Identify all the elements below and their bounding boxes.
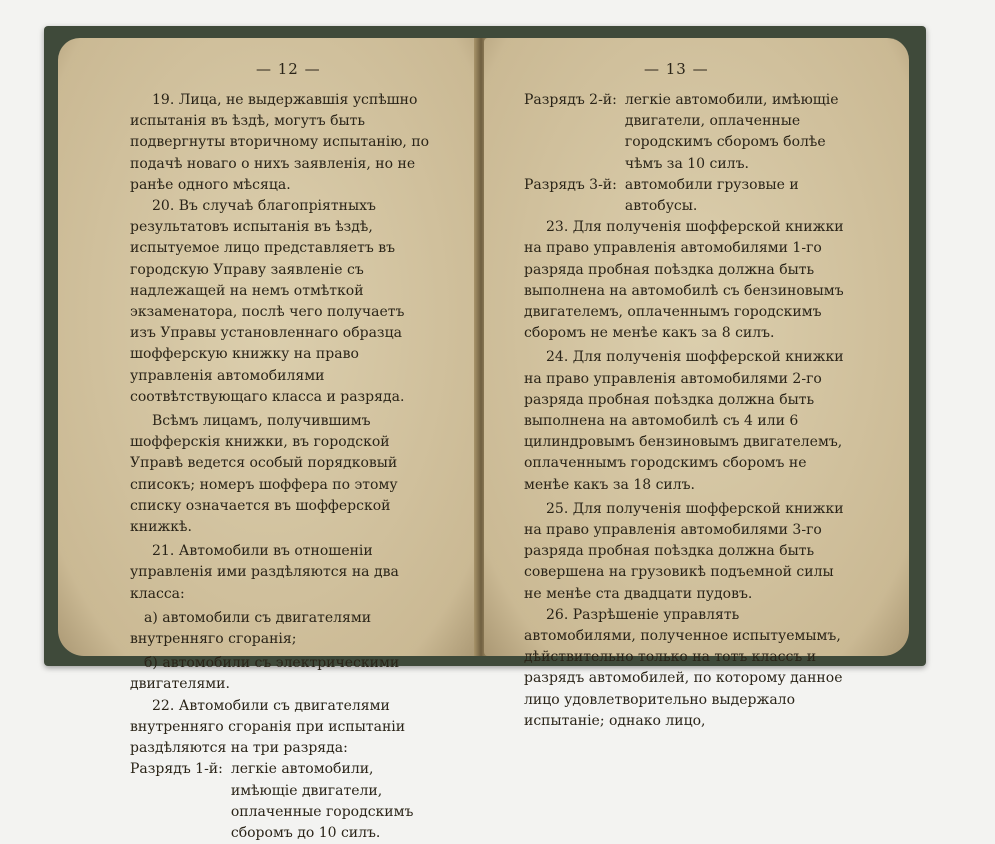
paragraph-24: 24. Для полученія шофферской книжки на право управленія автомобилями 2-го разряда пробная поѣздка должна быть выполнена на автомобилѣ съ 4 или 6 цилиндровымъ бензиновымъ двигателемъ, оплаченнымъ городскимъ сборомъ не менѣе какъ за 18 силъ.	[524, 349, 844, 493]
paragraph-21: 21. Автомобили въ отношеніи управленія ими раздѣляются на два класса:	[130, 543, 399, 602]
class-description: легкіе автомобили, имѣющіе двигатели, оплаченные городскимъ сборомъ до 10 силъ.	[230, 761, 414, 841]
class-label: Разрядъ 2-й:	[524, 92, 617, 108]
page-number-left: — 12 —	[256, 60, 321, 78]
class-row-1	[130, 759, 430, 844]
paragraph-21-a: а) автомобили съ двигателями внутренняго сгоранія;	[130, 609, 372, 648]
paragraph-21-b: б) автомобили съ электрическими двигателями.	[130, 655, 400, 693]
class-label: Разрядъ 1-й:	[130, 761, 223, 778]
right-page-text	[524, 90, 854, 732]
paragraph-25: 25. Для полученія шофферской книжки на право управленія автомобилями 3-го разряда пробная поѣздка должна быть совершена на грузовикѣ подъемной силы не менѣе ста двадцати пудовъ.	[524, 500, 844, 602]
right-page	[484, 38, 909, 729]
paragraph-shoffer-list: Всѣмъ лицамъ, получившимъ шофферскія книжки, въ городской Управѣ ведется особый порядковый списокъ; номеръ шоффера по этому списку означается въ шофферской книжкѣ.	[130, 413, 398, 536]
class-row-2	[524, 90, 854, 175]
paragraph-19: 19. Лица, не выдержавшія успѣшно испытанія въ ѣздѣ, могутъ быть подвергнуты вторичному испытанію, по подачѣ новаго о нихъ заявленія, но не ранѣе одного мѣсяца.	[130, 92, 430, 193]
class-row-3	[524, 175, 854, 217]
paragraph-26: 26. Разрѣшеніе управлять автомобилями, полученное испытуемымъ, дѣйствительно только на тотъ классъ и разрядъ автомобилей, по которому данное лицо удовлетворительно выдержало испытаніе; однако лицо,	[524, 606, 843, 729]
class-description: легкіе автомобили, имѣющіе двигатели, оплаченные городскимъ сборомъ болѣе чѣмъ за 10 силъ.	[624, 92, 839, 172]
paragraph-20: 20. Въ случаѣ благопріятныхъ результатовъ испытанія въ ѣздѣ, испытуемое лицо представляетъ въ городскую Управу заявленіе съ надлежащей на немъ отмѣткой экзаменатора, послѣ чего получаетъ изъ Управы установленнаго образца шофферскую книжку на право управленія автомобилями соотвѣтствующаго класса и разряда.	[130, 198, 405, 405]
paragraph-22: 22. Автомобили съ двигателями внутренняго сгоранія при испытаніи раздѣляются на три разряда:	[130, 697, 406, 757]
left-page	[58, 38, 478, 841]
page-number-right: — 13 —	[644, 60, 709, 78]
paragraph-23: 23. Для полученія шофферской книжки на право управленія автомобилями 1-го разряда пробная поѣздка должна быть выполнена на автомобилѣ съ бензиновымъ двигателемъ, оплаченнымъ городскимъ сборомъ не менѣе какъ за 8 силъ.	[524, 219, 844, 342]
class-label: Разрядъ 3-й:	[524, 176, 617, 193]
class-description: автомобили грузовые и автобусы.	[624, 176, 799, 215]
left-page-text	[130, 90, 430, 844]
